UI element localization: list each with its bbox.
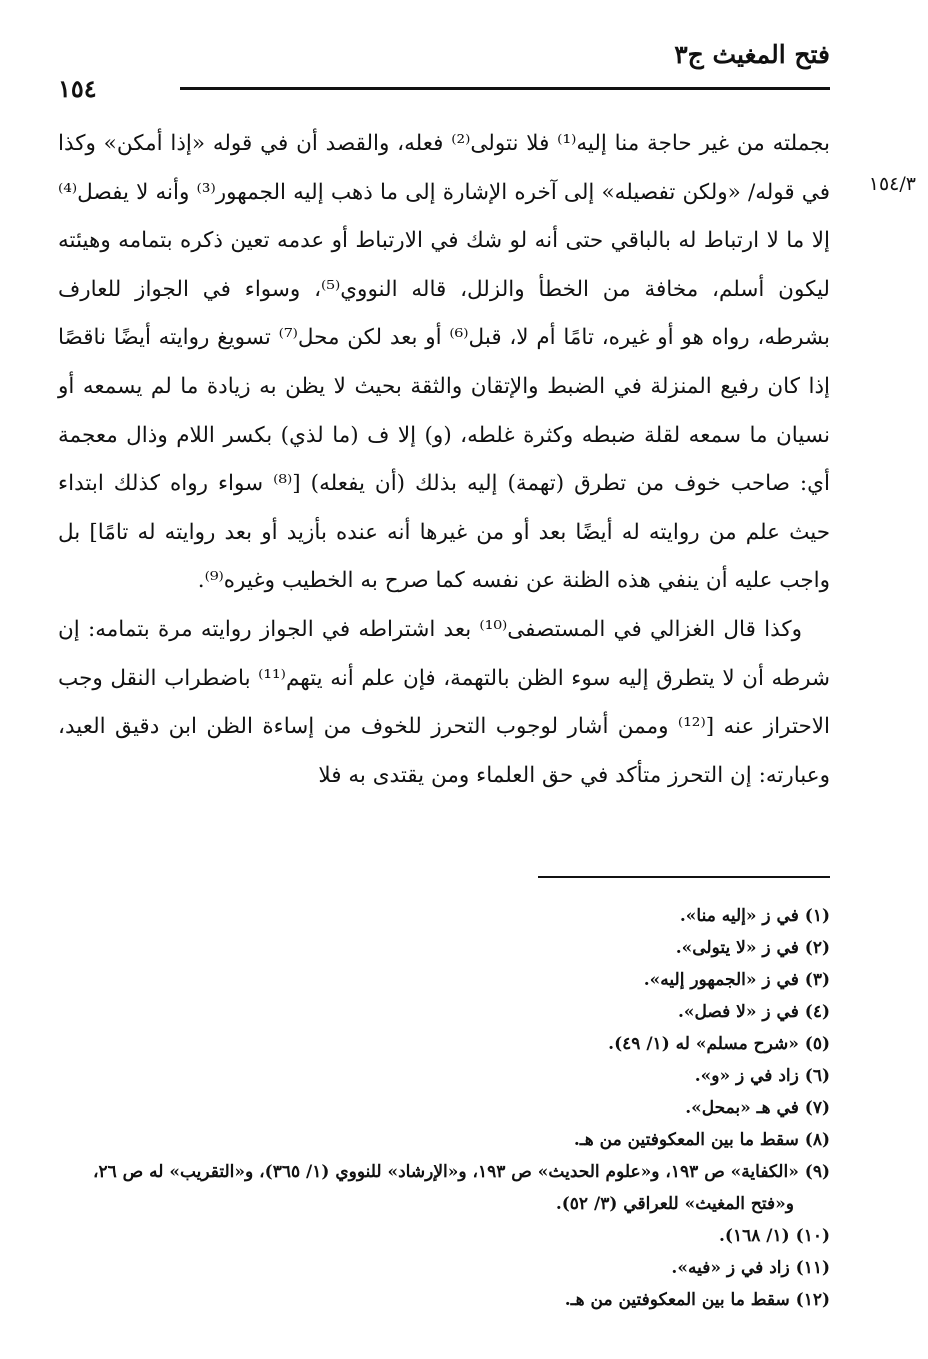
footnote: (٧) في هـ «بمحل». (685, 1098, 830, 1118)
main-text (58, 120, 830, 800)
footnote: (١٢) سقط ما بين المعكوفتين من هـ. (564, 1290, 830, 1310)
footnote: (١) في ز «إليه منا». (679, 906, 830, 926)
footnote: (١٠) (١/ ١٦٨). (719, 1226, 830, 1246)
footnote: (٦) زاد في ز «و». (694, 1066, 830, 1086)
paragraph: بجملته من غير حاجة منا إليه⁽¹⁾ فلا نتولى⁽²⁾ فعله، والقصد أن في قوله «إذا أمكن» وكذا في قوله/ «ولكن تفصيله» إلى آخره الإشارة إلى ما ذهب إليه الجمهور⁽³⁾ وأنه لا يفصل⁽⁴⁾ إلا ما لا ارتباط له بالباقي حتى أنه لو شك في الارتباط أو عدمه تعين ذكره بتمامه وهيئته ليكون أسلم، مخافة من الخطأ والزلل، قاله النووي⁽⁵⁾، وسواء في الجواز للعارف بشرطه، رواه هو أو غيره، تامًا أم لا، قبل⁽⁶⁾ أو بعد لكن محل⁽⁷⁾ تسويغ روايته أيضًا ناقصًا إذا كان رفيع المنزلة في الضبط والإتقان والثقة بحيث لا يظن به زيادة ما لم يسمعه أو نسيان ما سمعه لقلة ضبطه وكثرة غلطه، (و) إلا ف (ما لذي) بكسر اللام وذال معجمة أي: صاحب خوف من تطرق (تهمة) إليه بذلك (أن يفعله) [⁽⁸⁾ سواء رواه كذلك ابتداء حيث علم من روايته له أيضًا بعد أو من غيرها أنه عنده بأزيد أو بعد روايته له تامًا] بل واجب عليه أن ينفي هذه الظنة عن نفسه كما صرح به الخطيب وغيره⁽⁹⁾. (58, 131, 830, 594)
footnotes (58, 900, 830, 1316)
header-rule (180, 87, 830, 90)
paragraph: وكذا قال الغزالي في المستصفى⁽¹⁰⁾ بعد اشتراطه في الجواز روايته مرة بتمامه: إن شرطه أن لا يتطرق إليه سوء الظن بالتهمة، فإن علم أنه يتهم⁽¹¹⁾ باضطراب النقل وجب الاحتراز عنه [⁽¹²⁾ وممن أشار لوجوب التحرز للخوف من إساءة الظن ابن دقيق العيد، وعبارته: إن التحرز متأكد في حق العلماء ومن يقتدى به فلا (58, 616, 831, 788)
footnote: (٨) سقط ما بين المعكوفتين من هـ. (573, 1130, 830, 1150)
page-number: ١٥٤ (58, 74, 97, 103)
footnote: (٢) في ز «لا يتولى». (675, 938, 830, 958)
footnote: (٥) «شرح مسلم» له (١/ ٤٩). (608, 1034, 830, 1054)
running-header (58, 36, 830, 103)
footnote: (٣) في ز «الجمهور إليه». (643, 970, 830, 990)
margin-reference: ١٥٤/٣ (868, 173, 916, 195)
footnote: (٤) في ز «لا فصل». (677, 1002, 830, 1022)
book-title: فتح المغيث ج٣ (674, 40, 830, 69)
footnote: (٩) «الكفاية» ص ١٩٣، و«علوم الحديث» ص ١٩٣، و«الإرشاد» للنووي (١/ ٣٦٥)، و«التقريب» له ص ٢٦، و«فتح المغيث» للعراقي (٣/ ٥٢). (92, 1162, 830, 1214)
footnote-separator (538, 876, 830, 878)
footnote: (١١) زاد في ز «فيه». (671, 1258, 830, 1278)
